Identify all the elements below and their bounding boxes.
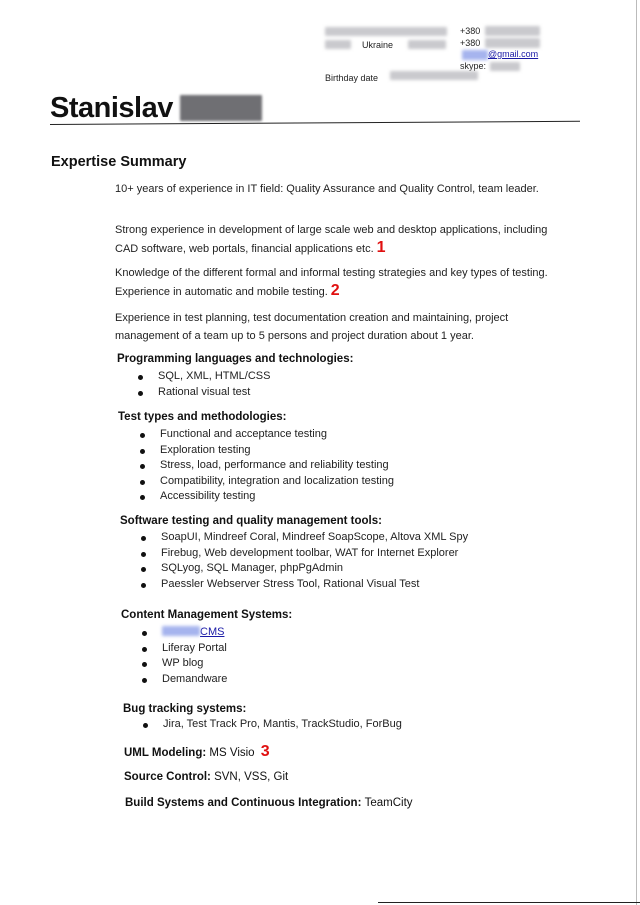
redacted-address-1	[325, 27, 447, 36]
skype-label: skype:	[460, 61, 487, 71]
bug-tracking-list	[143, 717, 402, 733]
cms-title: Content Management Systems:	[121, 609, 293, 621]
birthday-label: Birthday date	[325, 73, 379, 83]
list-item: Demandware	[142, 672, 227, 688]
list-item: SoapUI, Mindreef Coral, Mindreef SoapScope, Altova XML Spy	[141, 530, 468, 546]
uml-label: UML Modeling:	[124, 747, 207, 759]
expertise-title: Expertise Summary	[51, 154, 187, 170]
phone-2: +380	[460, 38, 481, 48]
list-item: Rational visual test	[138, 385, 270, 401]
redacted-address-3	[408, 40, 446, 49]
paragraph-testing-knowledge: Knowledge of the different formal and informal testing strategies and key types of testing. Experience in automatic and mobile testing. 2	[115, 267, 548, 299]
programming-list	[138, 369, 270, 400]
list-item[interactable]	[142, 625, 227, 641]
test-types-title: Test types and methodologies:	[118, 411, 287, 423]
marker-3: 3	[260, 743, 270, 760]
marker-1: 1	[376, 239, 386, 256]
list-item: Compatibility, integration and localization testing	[140, 474, 394, 490]
redacted-surname	[180, 95, 262, 121]
redacted-skype	[490, 62, 520, 71]
paragraph-test-planning: Experience in test planning, test documentation creation and maintaining, project management of a team up to 5 persons and project duration about 1 year.	[115, 312, 509, 342]
list-item: Paessler Webserver Stress Tool, Rational Visual Test	[141, 577, 468, 593]
redacted-address-2	[325, 40, 351, 49]
list-item: Accessibility testing	[140, 489, 394, 505]
paragraph-development: Strong experience in development of large scale web and desktop applications, including CAD software, web portals, financial applications etc. 1	[115, 224, 548, 256]
candidate-name: Stanislav	[50, 92, 262, 125]
redacted-cms-name	[162, 626, 200, 636]
tools-list	[141, 530, 468, 592]
country-text: Ukraine	[362, 40, 394, 50]
build-label: Build Systems and Continuous Integration:	[125, 797, 362, 809]
page-edge-bottom	[378, 902, 640, 903]
bug-tracking-title: Bug tracking systems:	[123, 703, 247, 715]
email-link[interactable]	[488, 49, 538, 60]
list-item: Jira, Test Track Pro, Mantis, TrackStudio, ForBug	[143, 717, 402, 733]
tools-title: Software testing and quality management tools:	[120, 515, 382, 527]
cms-list	[142, 625, 227, 687]
list-item: SQL, XML, HTML/CSS	[138, 369, 270, 385]
source-control-value: SVN, VSS, Git	[214, 771, 289, 783]
build-line	[125, 797, 413, 809]
list-item: Functional and acceptance testing	[140, 427, 394, 443]
list-item: Exploration testing	[140, 443, 394, 459]
source-control-label: Source Control:	[124, 771, 211, 783]
uml-value: MS Visio	[209, 747, 255, 759]
cms-link[interactable]: CMS	[200, 626, 225, 638]
build-value: TeamCity	[364, 797, 413, 809]
test-types-list	[140, 427, 394, 505]
list-item: Firebug, Web development toolbar, WAT for Internet Explorer	[141, 546, 468, 562]
source-control-line	[124, 771, 288, 783]
list-item: SQLyog, SQL Manager, phpPgAdmin	[141, 561, 468, 577]
paragraph-experience: 10+ years of experience in IT field: Quality Assurance and Quality Control, team leader.	[115, 183, 539, 195]
list-item: Stress, load, performance and reliability testing	[140, 458, 394, 474]
marker-2: 2	[330, 282, 340, 299]
redacted-phone-2	[485, 38, 540, 48]
redacted-phone-1	[485, 26, 540, 36]
list-item: Liferay Portal	[142, 641, 227, 657]
redacted-email-user	[462, 50, 488, 60]
redacted-birthday	[390, 71, 478, 80]
programming-title: Programming languages and technologies:	[117, 353, 354, 365]
email-domain[interactable]: @gmail.com	[488, 49, 539, 59]
phone-1: +380	[460, 26, 481, 36]
page-edge-right	[636, 0, 637, 905]
list-item: WP blog	[142, 656, 227, 672]
uml-line	[124, 743, 270, 761]
